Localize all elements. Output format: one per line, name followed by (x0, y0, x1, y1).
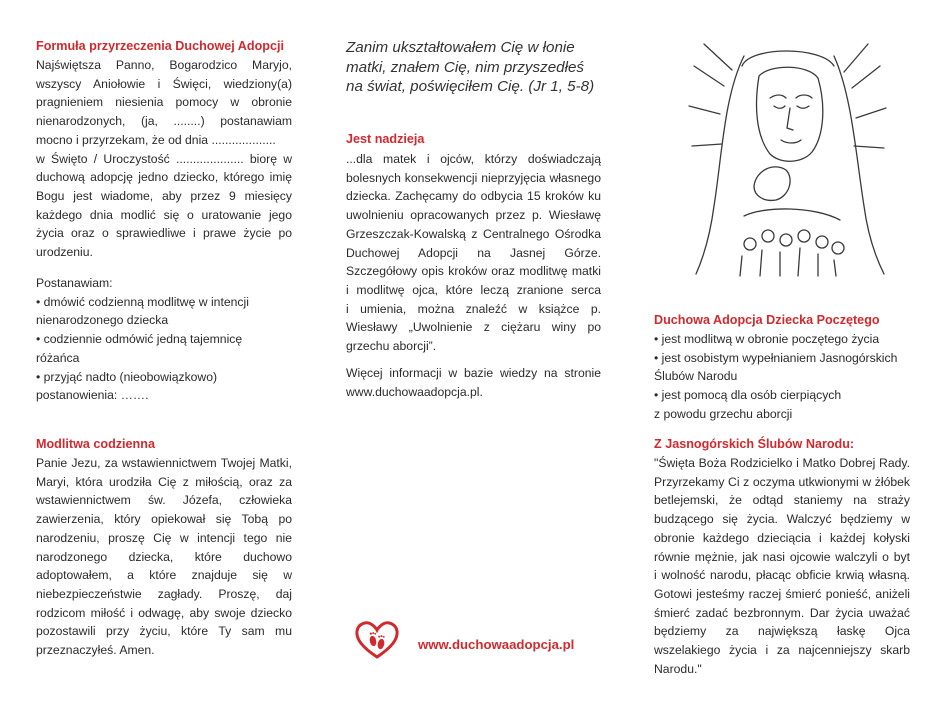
text-line: ...dla matek i ojców, którzy doświadczają (346, 152, 601, 166)
text-line: w Święto / Uroczystość .................... biorę w (36, 151, 292, 166)
more-info-link[interactable]: www.duchowaadopcja.pl. (346, 384, 483, 399)
text-line: niebezpieczeństwie zagłady. Proszę, daj (36, 586, 292, 601)
daily-prayer-title: Modlitwa codzienna (36, 437, 155, 451)
hope-text (346, 150, 601, 356)
text-line: nienarodzonych, (ja, ........) postanawiam (36, 114, 292, 129)
text-line: przeznaczyłeś. Amen. (36, 643, 155, 658)
vows-title: Z Jasnogórskich Ślubów Narodu: (654, 437, 855, 451)
list-item: • jest modlitwą w obronie poczętego życia (654, 332, 880, 346)
heart-feet-logo (354, 620, 400, 660)
list-item: • dmówić codzienną modlitwę w intencji (36, 294, 249, 309)
text-line: Bogu jest wiadome, aby przez 9 miesięcy (36, 188, 292, 203)
list-item: • przyjąć nadto (nieobowiązkowo) (36, 369, 218, 384)
text-line: dziecka. Zachęcamy do odbycia 15 kroków ku (346, 189, 601, 204)
madonna-child-illustration (684, 36, 890, 278)
text-line: z powodu grzechu aborcji (654, 406, 793, 421)
list-item: • jest pomocą dla osób cierpiących (654, 388, 842, 403)
text-line: i umienia, można znaleźć w książce p. (346, 301, 601, 316)
quote-line: Zanim ukształtowałem Cię w łonie (346, 39, 575, 56)
text-line: będziemy za największą łaskę Ojca (654, 624, 910, 639)
resolve-list (36, 274, 292, 405)
list-item: • codziennie odmówić jedną tajemnicę (36, 332, 243, 347)
text-line: i wolność narodu, płacąc obficie krwią własną. (654, 568, 910, 583)
text-line: Najświętsza Panno, Bogarodzico Maryjo, (36, 58, 292, 72)
bible-quote (346, 38, 602, 97)
text-line: różańca (36, 350, 80, 365)
text-line: adoptowałem, a które znajduje się w (36, 568, 292, 583)
adoption-title: Duchowa Adopcja Dziecka Poczętego (654, 313, 880, 327)
text-line: równie mężnie, jak nasi ojcowie walczyli o byt (654, 549, 910, 564)
text-line: Grzeszczak-Kowalską z Centralnego Ośrodka (346, 226, 601, 241)
text-line: Gotowi jesteśmy raczej śmierć ponieść, aniżeli (654, 586, 910, 601)
text-line: Wiesławy „Uwolnienie z ciężaru winy po (346, 320, 601, 335)
text-line: każdego dnia modlić się o uratowanie jego (36, 207, 292, 222)
text-line: "Święta Boża Rodzicielko i Matko Dobrej Rady. (654, 456, 910, 470)
more-info (346, 364, 601, 401)
text-line: pozostawili przy życiu, które Ty sam mu (36, 624, 292, 639)
formula-title: Formuła przyrzeczenia Duchowej Adopcji (36, 39, 284, 53)
text-line: wszelakiego życia i za najcenniejszy skarb (654, 643, 910, 658)
text-line: wszyscy Aniołowie i Święci, wiedziony(a) (36, 76, 292, 91)
text-line: Przyrzekamy Ci z oczyma utkwionymi w żłóbek (654, 474, 910, 489)
text-line: obronie każdego dzieciącia i każdej kołyski (654, 530, 910, 545)
text-line: narodzonego dziecka, które duchowo (36, 549, 292, 564)
text-line: bolesnych konsekwencji nieprzyjęcia własnego (346, 170, 601, 185)
text-line: postanowienia: ……. (36, 388, 149, 403)
list-item: • jest osobistym wypełnianiem Jasnogórskich (654, 350, 898, 365)
hope-title: Jest nadzieja (346, 132, 425, 146)
text-line: Postanawiam: (36, 276, 113, 290)
text-line: mocno i przyrzekam, że od dnia ................... (36, 132, 276, 147)
text-line: betlejemski, że odtąd staniemy na straży (654, 493, 910, 508)
text-line: życia oraz o sprawiedliwe i prawe życie po (36, 226, 292, 241)
daily-prayer-text (36, 454, 292, 660)
quote-line: matki, znałem Cię, nim przyszedłeś (346, 58, 585, 76)
text-line: Szczegółowy opis kroków oraz modlitwę matki (346, 264, 601, 279)
text-line: narodzeniu, proszę Cię w intencji tego nie (36, 530, 292, 545)
text-line: Więcej informacji w bazie wiedzy na stronie (346, 366, 601, 380)
text-line: Ślubów Narodu (654, 369, 738, 384)
text-line: Narodu." (654, 661, 702, 676)
text-line: duchową adopcję jedno dziecko, którego imię (36, 170, 292, 185)
quote-line: na świat, poświęciłem Cię. (Jr 1, 5-8) (346, 78, 595, 96)
text-line: pragnieniem niesienia pomocy w obronie (36, 95, 292, 110)
text-line: Panie Jezu, za wstawiennictwem Twojej Matki, (36, 456, 292, 470)
text-line: nienarodzonego dziecka (36, 313, 169, 328)
text-line: budzącego się życia. Walczyć będziemy w (654, 512, 910, 527)
text-line: Maryi, która urodziła Cię z miłością, oraz za (36, 474, 292, 489)
footer-url[interactable]: www.duchowaadopcja.pl (418, 637, 575, 652)
text-line: Duchowej Adopcji na Jasnej Górze. (346, 245, 601, 260)
text-line: urodzeniu. (36, 245, 93, 260)
text-line: grzechu aborcji”. (346, 339, 437, 354)
text-line: zawierzenia, który opiekował się Tobą po (36, 512, 292, 527)
vows-text (654, 454, 910, 678)
text-line: śmierć zadać bezbronnym. Dar życia uważać (654, 605, 910, 620)
formula-text (36, 56, 292, 262)
text-line: wstawiennictwem św. Józefa, człowieka (36, 493, 292, 508)
text-line: rodzicom miłość i odwagę, aby swoje dziecko (36, 605, 292, 620)
text-line: i modlitwę ojca, które leczą zranione serca (346, 282, 601, 297)
text-line: uwolnieniu opracowanych przez p. Wiesławę (346, 208, 601, 223)
adoption-list (654, 330, 910, 424)
